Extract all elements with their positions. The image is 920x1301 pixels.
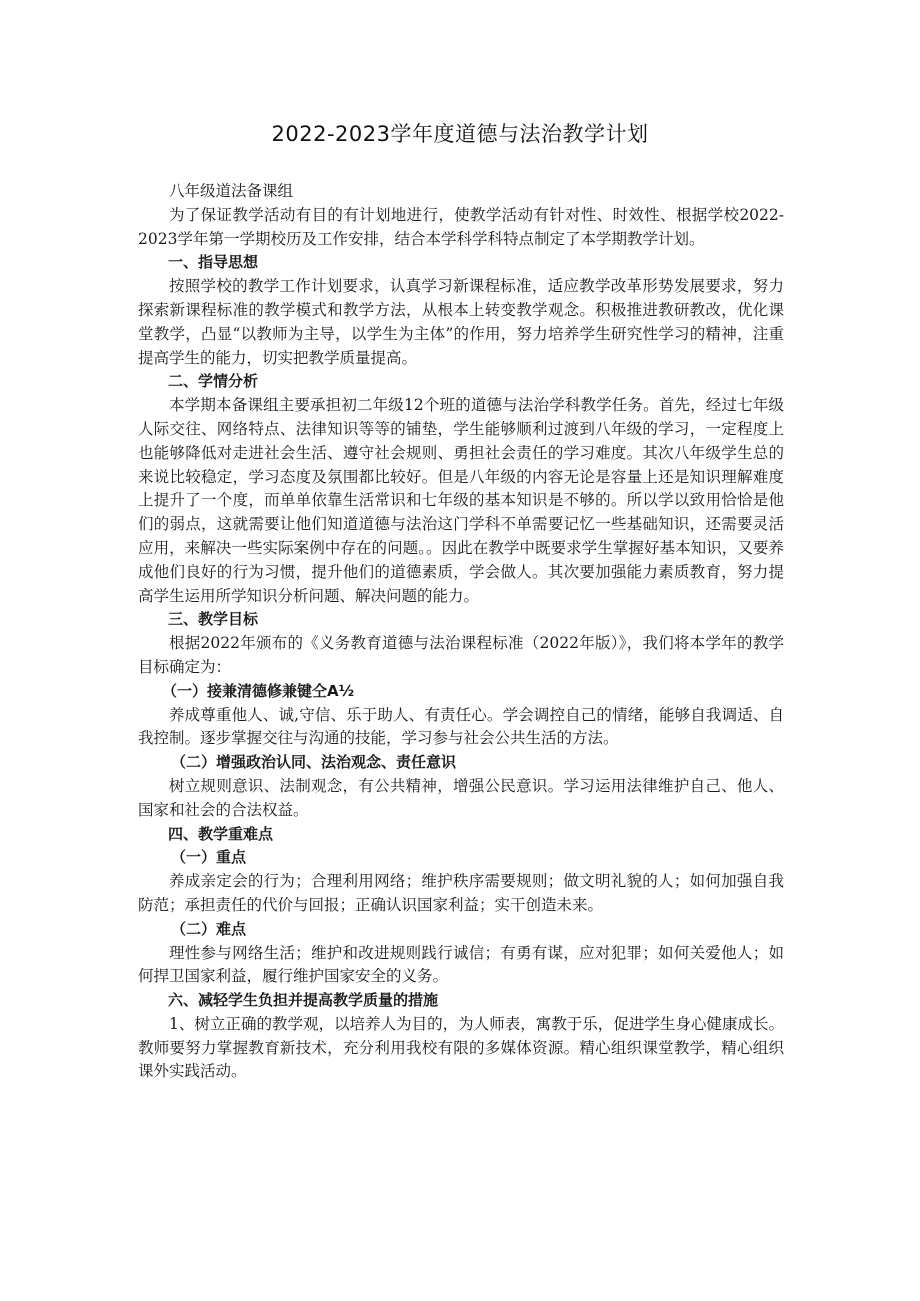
document-body xyxy=(138,180,784,1084)
section-heading-teaching-goals: 三、教学目标 xyxy=(168,610,259,629)
subheading-difficult-points: （二）难点 xyxy=(171,919,247,938)
paragraph-goal-1: 养成尊重他人、诚,守信、乐于助人、有责任心。学会调控自己的情绪，能够自我调适、自我控制。逐步掌握交往与沟通的技能，学习参与社会公共生活的方法。 xyxy=(138,705,784,748)
document-title: 2022-2023学年度道德与法治教学计划 xyxy=(271,122,649,146)
paragraph-difficult-points: 理性参与网络生活；维护和改进规则践行诚信；有勇有谋，应对犯罪；如何关爱他人；如何捍卫国家利益，履行维护国家安全的义务。 xyxy=(138,943,784,986)
subheading-goal-2: （二）增强政治认同、法治观念、责任意识 xyxy=(171,753,457,772)
section-paragraph-student-analysis: 本学期本备课组主要承担初二年级12个班的道德与法治学科教学任务。首先，经过七年级人际交往、网络特点、法律知识等等的铺垫，学生能够顺利过渡到八年级的学习，一定程度上也能够降低对走进社会生活、遵守社会规则、勇担社会责任的学习难度。其次八年级学生总的来说比较稳定，学习态度及氛围都比较好。但是八年级的内容无论是容量上还是知识理解难度上提升了一个度，而单单依靠生活常识和七年级的基本知识是不够的。所以学以致用恰恰是他们的弱点，这就需要让他们知道道德与法治这门学科不单需要记忆一些基础知识，还需要灵活应用，来解决一些实际案例中存在的问题。。因此在教学中既要求学生掌握好基本知识，又要养成他们良好的行为习惯，提升他们的道德素质，学会做人。其次要加强能力素质教育，努力提高学生运用所学知识分析问题、解决问题的能力。 xyxy=(138,396,784,605)
paragraph-key-points: 养成亲定会的行为；合理利用网络；维护秩序需要规则；做文明礼貌的人；如何加强自我防范；承担责任的代价与回报；正确认识国家利益；实干创造未来。 xyxy=(138,872,784,914)
paragraph-goal-2: 树立规则意识、法制观念，有公共精神，增强公民意识。学习运用法律维护自己、他人、国家和社会的合法权益。 xyxy=(138,776,784,819)
section-heading-measures: 六、减轻学生负担并提高教学质量的措施 xyxy=(168,991,439,1010)
subheading-key-points: （一）重点 xyxy=(171,848,247,867)
section-heading-guiding-ideology: 一、指导思想 xyxy=(168,253,259,272)
subheading-goal-1: （一）接兼清德修兼键仝A½ xyxy=(162,681,355,700)
section-paragraph-teaching-goals: 根据2022年颁布的《义务教育道德与法治课程标准（2022年版）》，我们将本学年的教学目标确定为： xyxy=(138,634,784,676)
section-paragraph-guiding-ideology: 按照学校的教学工作计划要求，认真学习新课程标准，适应教学改革形势发展要求，努力探索新课程标准的教学模式和教学方法，从根本上转变教学观念。积极推进教研教改，优化课堂教学，凸显“以教师为主导，以学生为主体”的作用，努力培养学生研究性学习的精神，注重提高学生的能力，切实把教学质量提高。 xyxy=(138,277,784,367)
section-heading-key-points: 四、教学重难点 xyxy=(168,824,274,843)
section-heading-student-analysis: 二、学情分析 xyxy=(168,372,259,391)
intro-paragraph: 为了保证教学活动有目的有计划地进行，使教学活动有针对性、时效性、根据学校2022-2023学年第一学期校历及工作安排，结合本学科学科特点制定了本学期教学计划。 xyxy=(138,205,784,248)
author-line: 八年级道法备课组 xyxy=(169,182,294,200)
section-paragraph-measures: 1、树立正确的教学观，以培养人为目的，为人师表，寓教于乐，促进学生身心健康成长。教师要努力掌握教育新技术，充分利用我校有限的多媒体资源。精心组织课堂教学，精心组织课外实践活动。 xyxy=(138,1014,784,1081)
